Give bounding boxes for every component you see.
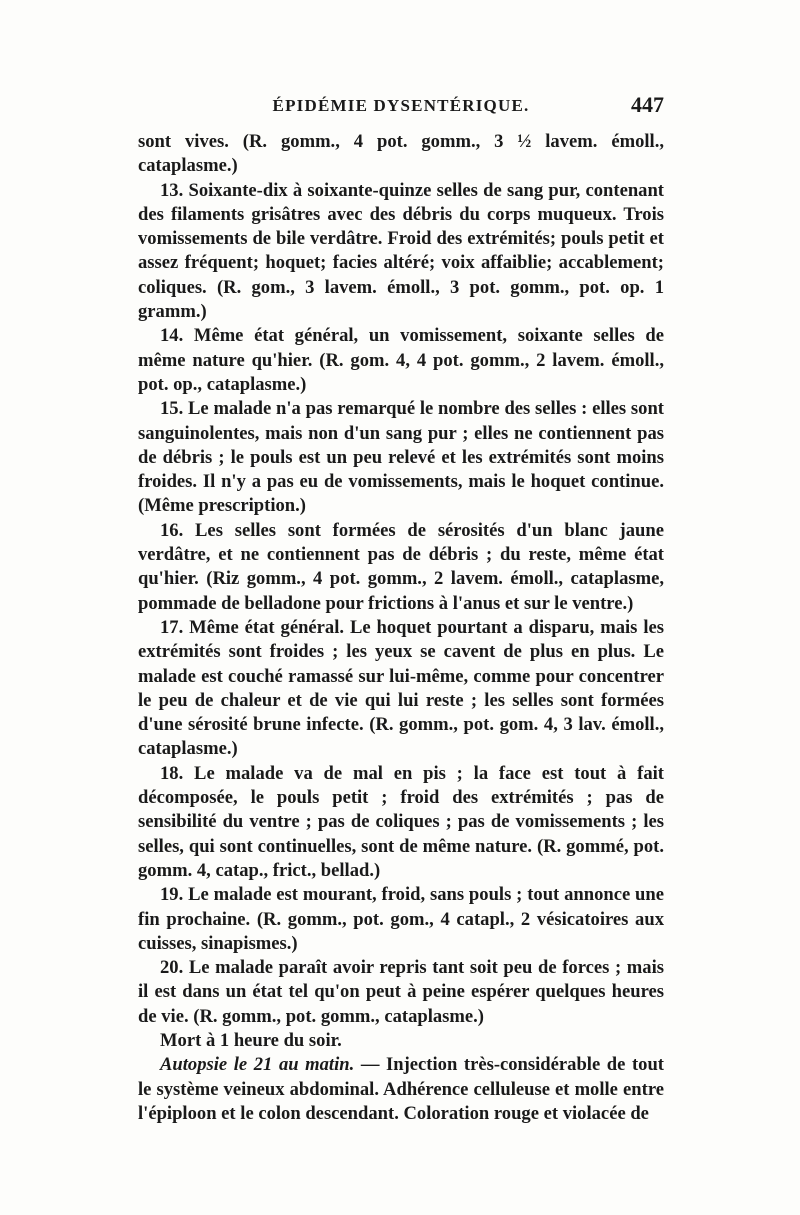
paragraph-day-20: 20. Le malade paraît avoir repris tant soit peu de forces ; mais il est dans un état tel qu'on peut à peine espérer quelques heures de vie. (R. gomm., pot. gomm., cataplasme.) — [138, 957, 664, 1027]
paragraph-day-18: 18. Le malade va de mal en pis ; la face est tout à fait décomposée, le pouls petit ; froid des extrémités ; pas de sensibilité du ventre ; pas de coliques ; pas de vomissements ; les selles, qui sont continuelles, sont de même nature. (R. gommé, pot. gomm. 4, catap., frict., bellad.) — [138, 762, 664, 881]
paragraph-day-14: 14. Même état général, un vomissement, soixante selles de même nature qu'hier. (R. gom. 4, 4 pot. gomm., 2 lavem. émoll., pot. op., cataplasme.) — [138, 325, 664, 395]
page-number: 447 — [631, 92, 664, 117]
autopsy-text: — Injection très-considérable de tout le système veineux abdominal. Adhérence celluleuse et molle entre l'épiploon et le colon descendant. Coloration rouge et violacée de — [138, 1054, 664, 1124]
paragraph-day-16: 16. Les selles sont formées de sérosités d'un blanc jaune verdâtre, et ne contiennent pas de débris ; du reste, même état qu'hier. (Riz gomm., 4 pot. gomm., 2 lavem. émoll., cataplasme, pommade de belladone pour frictions à l'anus et sur le ventre.) — [138, 519, 664, 614]
paragraph-day-13: 13. Soixante-dix à soixante-quinze selles de sang pur, contenant des filaments grisâtres avec des débris du corps muqueux. Trois vomissements de bile verdâtre. Froid des extrémités; pouls petit et assez fréquent; hoquet; facies altéré; voix affaiblie; accablement; coliques. (R. gom., 3 lavem. émoll., 3 pot. gomm., pot. op. 1 gramm.) — [138, 179, 664, 323]
paragraph-death: Mort à 1 heure du soir. — [160, 1029, 342, 1051]
paragraph-autopsy — [138, 1053, 664, 1126]
body-text — [138, 130, 664, 1126]
running-head: ÉPIDÉMIE DYSENTÉRIQUE. — [272, 96, 530, 115]
paragraph-day-17: 17. Même état général. Le hoquet pourtant a disparu, mais les extrémités sont froides ; les yeux se cavent de plus en plus. Le malade est couché ramassé sur lui-même, comme pour concentrer le peu de chaleur et de vie qui lui reste ; les selles sont formées d'une sérosité brune infecte. (R. gomm., pot. gom. 4, 3 lav. émoll., cataplasme.) — [138, 616, 664, 760]
page-header — [138, 92, 664, 126]
paragraph-day-15: 15. Le malade n'a pas remarqué le nombre des selles : elles sont sanguinolentes, mais non d'un sang pur ; elles ne contiennent pas de débris ; le pouls est un peu relevé et les extrémités sont moins froides. Il n'y a pas eu de vomissements, mais le hoquet continue. (Même prescription.) — [138, 398, 664, 517]
autopsy-label: Autopsie le 21 au matin. — [160, 1054, 355, 1076]
paragraph-continuation: sont vives. (R. gomm., 4 pot. gomm., 3 ½ lavem. émoll., cataplasme.) — [138, 131, 664, 177]
paragraph-day-19: 19. Le malade est mourant, froid, sans pouls ; tout annonce une fin prochaine. (R. gomm., pot. gom., 4 catapl., 2 vésicatoires aux cuisses, sinapismes.) — [138, 884, 664, 954]
